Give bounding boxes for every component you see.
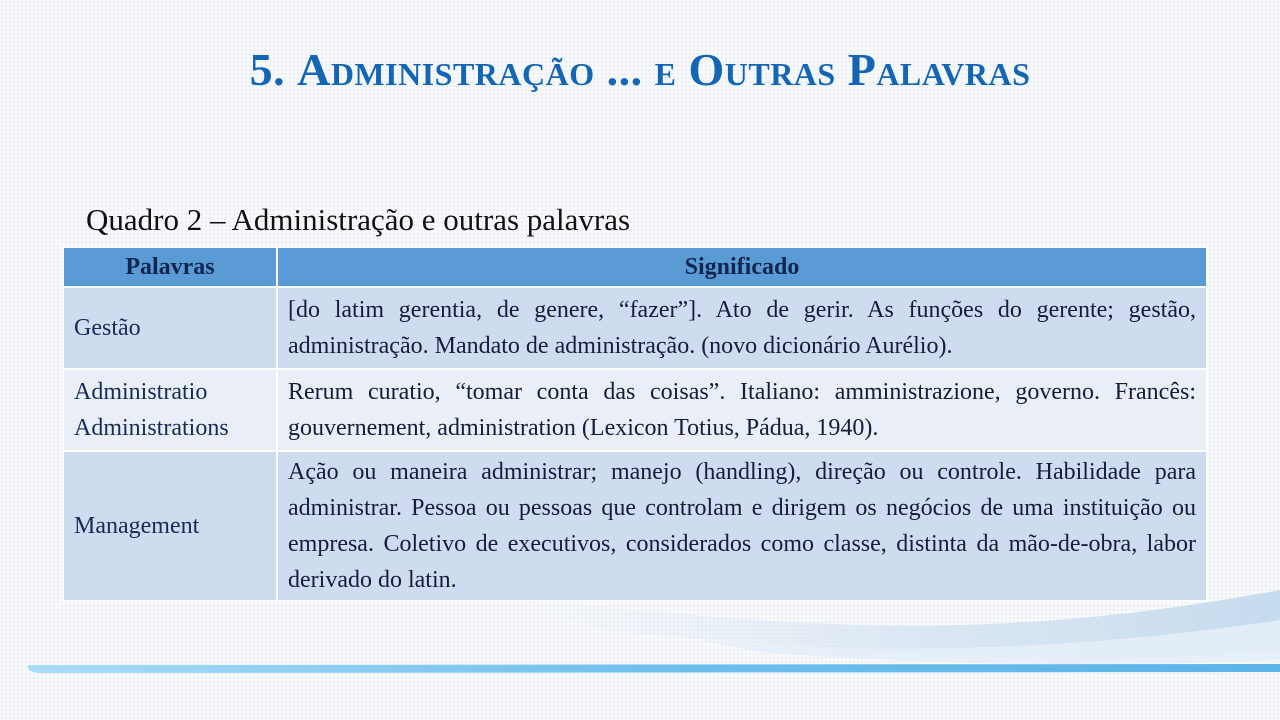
title-rest: Outras Palavras [688, 44, 1031, 95]
word-administrations: Administrations [74, 415, 229, 441]
word-administratio: Administratio [74, 379, 208, 405]
word-management: Management [74, 513, 200, 539]
slide-title [0, 44, 1280, 96]
definition-cell: [do latim gerentia, de genere, “fazer”]. Ato de gerir. As funções do gerente; gestão, administração. Mandato de administração. (novo dicionário Aurélio). [277, 287, 1207, 369]
word-gestao: Gestão [74, 315, 141, 341]
table-row [63, 369, 1207, 451]
title-main: Administração [297, 44, 595, 95]
title-conjunction: e [654, 44, 677, 95]
header-significado: Significado [277, 247, 1207, 287]
definition-cell: Rerum curatio, “tomar conta das coisas”. Italiano: amministrazione, governo. Francês: gouvernement, administration (Lexicon Totius, Pádua, 1940). [277, 369, 1207, 451]
table-header-row [63, 247, 1207, 287]
table-row [63, 287, 1207, 369]
word-cell [63, 369, 277, 451]
definition-cell: Ação ou maneira administrar; manejo (handling), direção ou controle. Habilidade para administrar. Pessoa ou pessoas que controlam e dirigem os negócios de uma instituição ou empresa. Coletivo de executivos, considerados como classe, distinta da mão-de-obra, labor derivado do latin. [277, 451, 1207, 601]
header-palavras: Palavras [63, 247, 277, 287]
title-number: 5. [249, 44, 286, 95]
title-ellipsis: ... [606, 44, 643, 95]
table-caption: Quadro 2 – Administração e outras palavras [86, 202, 631, 237]
word-cell [63, 287, 277, 369]
words-table [62, 246, 1208, 602]
decorative-wave [0, 560, 1280, 720]
